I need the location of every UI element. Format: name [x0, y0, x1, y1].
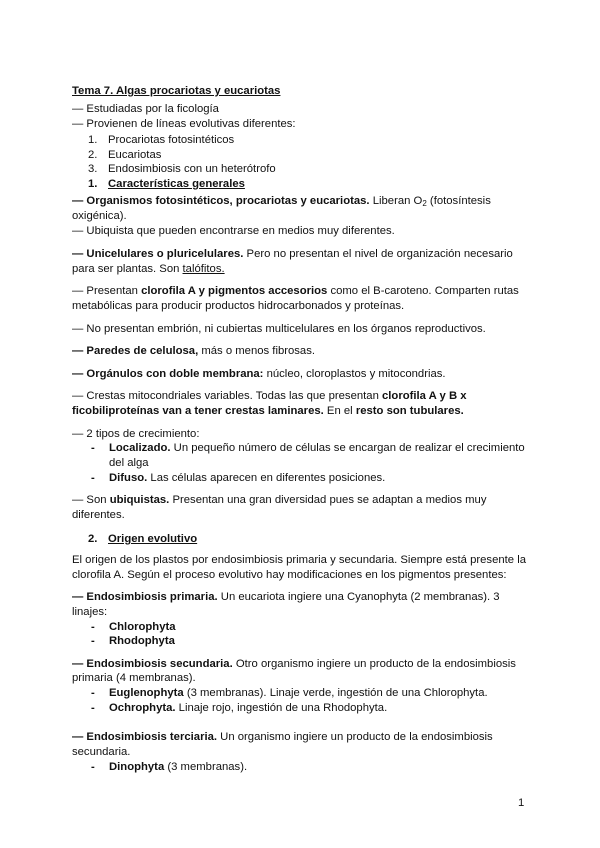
paragraph: El origen de los plastos por endosimbiosis primaria y secundaria. Siempre está presente la [72, 554, 526, 566]
bullet-cont: del alga [109, 457, 149, 469]
list-item: 2. Eucariotas [88, 149, 162, 161]
list-item: 3. Endosimbiosis con un heterótrofo [88, 163, 276, 175]
section-heading: 1. Características generales [88, 178, 245, 190]
paragraph: — Orgánulos con doble membrana: núcleo, cloroplastos y mitocondrias. [72, 368, 446, 380]
bullet-item: - Chlorophyta [91, 621, 176, 633]
paragraph: — Unicelulares o pluricelulares. Pero no presentan el nivel de organización necesario [72, 248, 513, 260]
paragraph-cont: linajes: [72, 606, 108, 618]
page-title: Tema 7. Algas procariotas y eucariotas [72, 85, 281, 97]
paragraph-cont: ficobiliproteínas van a tener crestas laminares. En el resto son tubulares. [72, 405, 464, 417]
paragraph-cont: metabólicas para producir productos hidrocarbonados y proteínas. [72, 300, 405, 312]
paragraph: — Organismos fotosintéticos, procariotas y eucariotas. Liberan $O_2$ (fotosíntesis [72, 195, 491, 208]
intro-line: — Provienen de líneas evolutivas diferentes: [72, 118, 296, 130]
bullet-item: - Rhodophyta [91, 635, 175, 647]
paragraph: — 2 tipos de crecimiento: [72, 428, 200, 440]
paragraph-cont: diferentes. [72, 509, 125, 521]
paragraph: — Ubiquista que pueden encontrarse en medios muy diferentes. [72, 225, 395, 237]
bullet-item: - Dinophyta (3 membranas). [91, 761, 248, 773]
paragraph: — Endosimbiosis primaria. Un eucariota ingiere una Cyanophyta (2 membranas). 3 [72, 591, 500, 603]
section-heading: 2. Origen evolutivo [88, 533, 198, 545]
paragraph: — Crestas mitocondriales variables. Todas las que presentan clorofila A y B x [72, 390, 467, 402]
paragraph: — Son ubiquistas. Presentan una gran diversidad pues se adaptan a medios muy [72, 494, 487, 506]
page-number: 1 [518, 797, 525, 809]
paragraph-cont: oxigénica). [72, 210, 127, 222]
paragraph-cont: para ser plantas. Son talófitos. [72, 263, 225, 275]
paragraph: — Presentan clorofila A y pigmentos accesorios como el B-caroteno. Comparten rutas [72, 285, 519, 297]
intro-line: — Estudiadas por la ficología [72, 103, 219, 115]
paragraph-cont: secundaria. [72, 746, 131, 758]
paragraph-cont: clorofila A. Según el proceso evolutivo hay modificaciones en los pigmentos presentes: [72, 569, 507, 581]
paragraph-cont: primaria (4 membranas). [72, 672, 196, 684]
bullet-item: - Difuso. Las células aparecen en diferentes posiciones. [91, 472, 386, 484]
paragraph: — Endosimbiosis terciaria. Un organismo ingiere un producto de la endosimbiosis [72, 731, 493, 743]
paragraph: — Paredes de celulosa, más o menos fibrosas. [72, 345, 315, 357]
bullet-item: - Ochrophyta. Linaje rojo, ingestión de una Rhodophyta. [91, 702, 388, 714]
bullet-item: - Euglenophyta (3 membranas). Linaje verde, ingestión de una Chlorophyta. [91, 687, 488, 699]
paragraph: — Endosimbiosis secundaria. Otro organismo ingiere un producto de la endosimbiosis [72, 658, 516, 670]
list-item: 1. Procariotas fotosintéticos [88, 134, 235, 146]
bullet-item: - Localizado. Un pequeño número de células se encargan de realizar el crecimiento [91, 442, 525, 454]
paragraph: — No presentan embrión, ni cubiertas multicelulares en los órganos reproductivos. [72, 323, 486, 335]
